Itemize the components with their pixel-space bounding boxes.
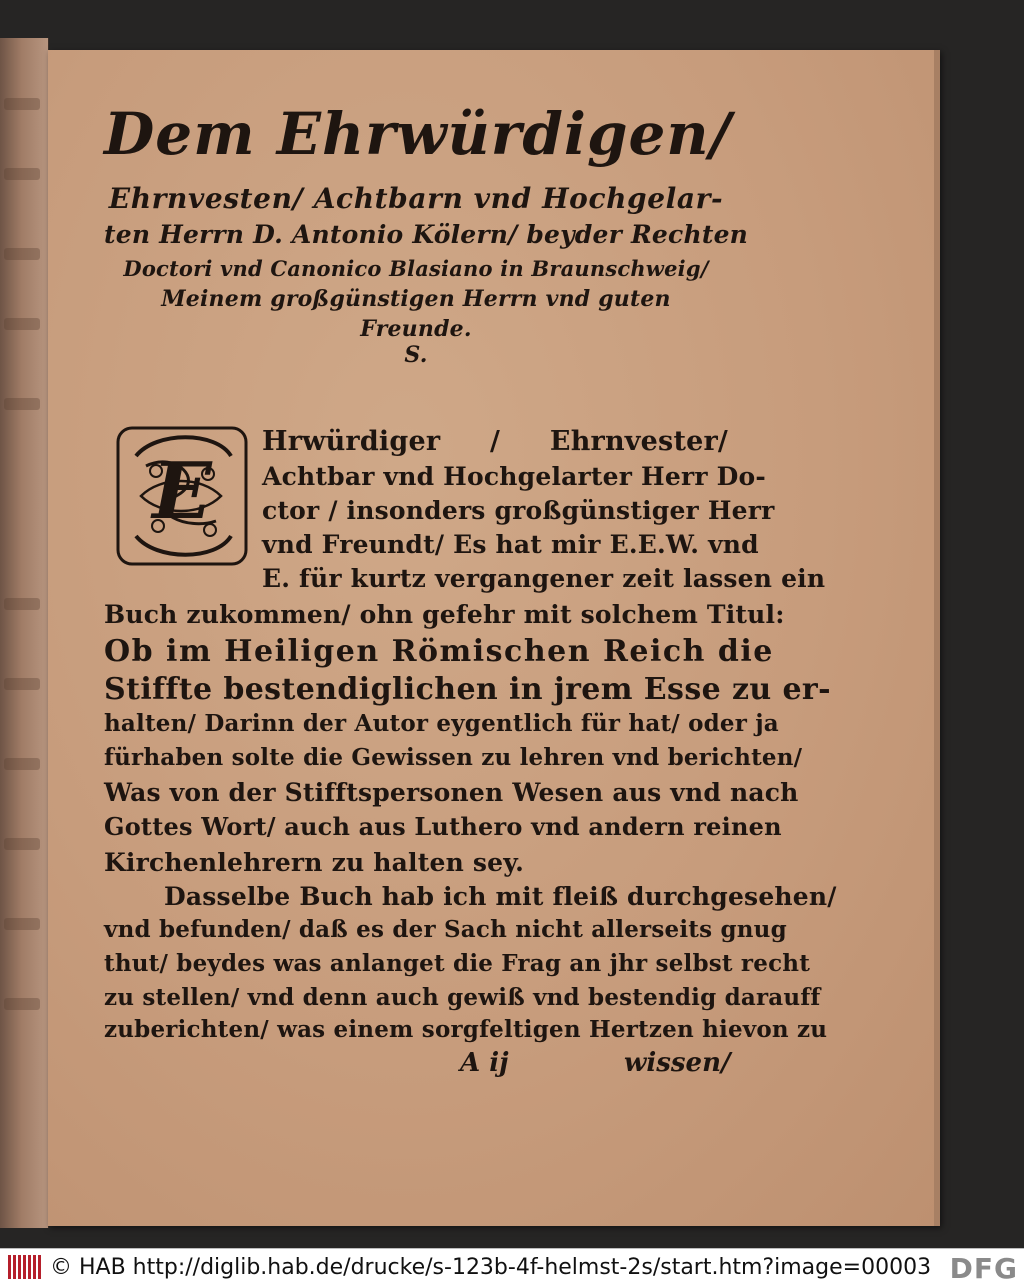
paragraph2-line-2: vnd befunden/ daß es der Sach nicht allerseits gnug (104, 916, 787, 943)
text-line-13: Kirchenlehrern zu halten sey. (104, 848, 525, 877)
paragraph2-line-5: zuberichten/ was einem sorgfeltigen Hertzen hievon zu (104, 1016, 828, 1043)
decorated-initial-icon (116, 426, 248, 566)
text-line-11: Was von der Stifftspersonen Wesen aus vnd nach (104, 778, 799, 807)
initial-letter: E (152, 446, 212, 537)
indented-line-2: Achtbar vnd Hochgelarter Herr Do- (262, 462, 766, 491)
indented-line-1: Hrwürdiger / Ehrnvester/ (262, 426, 728, 457)
heading-line-4: Meinem großgünstigen Herrn vnd guten (161, 286, 671, 312)
heading-line-5: Freunde. (360, 316, 472, 342)
heading-line-3: Doctori vnd Canonico Blasiano in Braunschweig/ (123, 256, 709, 281)
catchword: wissen/ (624, 1048, 731, 1078)
left-page-edge (0, 38, 49, 1228)
paragraph2-line-4: zu stellen/ vnd denn auch gewiß vnd bestendig darauff (104, 984, 821, 1011)
source-credit-link[interactable]: © HAB http://diglib.hab.de/drucke/s-123b-4f-helmst-2s/start.htm?image=00003 (50, 1255, 932, 1280)
indented-line-4: vnd Freundt/ Es hat mir E.E.W. vnd (262, 530, 759, 559)
page-title: Dem Ehrwürdigen/ (104, 100, 732, 168)
text-line-6: Buch zukommen/ ohn gefehr mit solchem Titul: (104, 600, 785, 629)
text-line-7: Ob im Heiligen Römischen Reich die (104, 634, 774, 669)
page-edge (934, 50, 940, 1226)
heading-line-1: Ehrnvesten/ Achtbarn vnd Hochgelar- (108, 182, 724, 215)
paragraph2-line-1: Dasselbe Buch hab ich mit fleiß durchgesehen/ (164, 882, 837, 911)
dfg-logo: DFG (949, 1252, 1018, 1285)
heading-line-2: ten Herrn D. Antonio Kölern/ beyder Rechten (104, 220, 749, 249)
indented-line-3: ctor / insonders großgünstiger Herr (262, 496, 775, 525)
barcode-icon (8, 1255, 42, 1279)
text-line-9: halten/ Darinn der Autor eygentlich für hat/ oder ja (104, 710, 779, 737)
indented-line-5: E. für kurtz vergangener zeit lassen ein (262, 564, 826, 593)
signature-mark: A ij (460, 1048, 509, 1078)
heading-line-6: S. (404, 342, 428, 368)
text-line-10: fürhaben solte die Gewissen zu lehren vnd berichten/ (104, 744, 803, 771)
text-line-12: Gottes Wort/ auch aus Luthero vnd andern reinen (104, 812, 782, 841)
footer-bar (0, 1248, 1024, 1286)
paragraph2-line-3: thut/ beydes was anlanget die Frag an jhr selbst recht (104, 950, 811, 977)
book-page (48, 50, 940, 1226)
text-line-8: Stiffte bestendiglichen in jrem Esse zu er- (104, 672, 831, 707)
